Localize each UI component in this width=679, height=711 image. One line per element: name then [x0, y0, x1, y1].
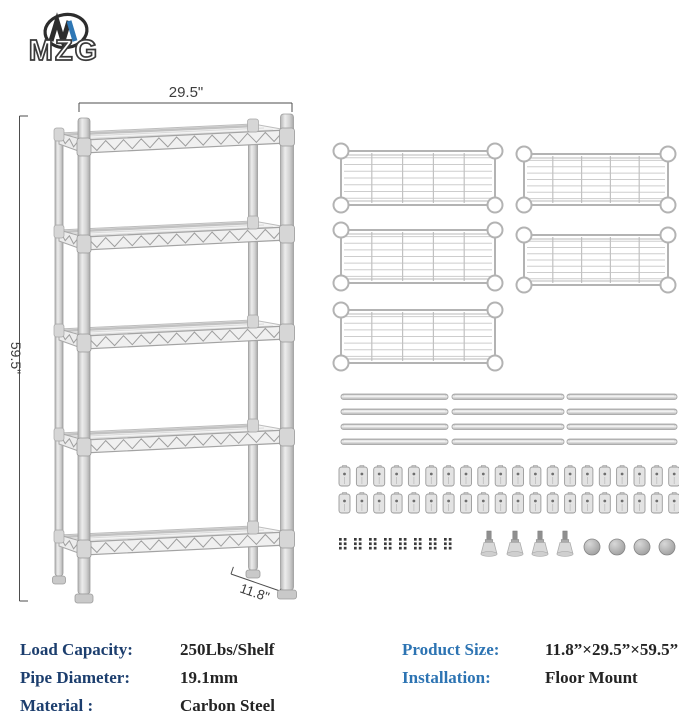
shelving-unit-illustration [53, 114, 297, 603]
clip-dot [603, 473, 606, 476]
collar-back-left-4 [54, 530, 64, 543]
parts-wire-shelves [334, 144, 676, 371]
back-pole-0-foot [53, 576, 66, 584]
screw-part [359, 542, 362, 545]
pipe-part [341, 394, 448, 400]
back-pole-0 [55, 130, 63, 576]
screw-part [359, 538, 362, 541]
foot-collar [485, 540, 493, 543]
clip-dot [499, 500, 502, 503]
collar-back-left-1 [54, 225, 64, 238]
shelf-corner-sleeve [517, 278, 532, 293]
shelf-corner-sleeve [488, 356, 503, 371]
pipe-part [567, 409, 677, 415]
pipe-part [341, 409, 448, 415]
shelf-part [517, 228, 676, 293]
screw-part [429, 542, 432, 545]
cap-part [609, 539, 625, 555]
clip-dot [551, 473, 554, 476]
clip-dot [395, 473, 398, 476]
depth-dimension-label: 11.8" [238, 580, 272, 605]
screw-part [419, 538, 422, 541]
screw-part [354, 547, 357, 550]
collar-front-right-1 [280, 225, 295, 243]
collar-front-right-3 [280, 428, 295, 446]
shelf-part [334, 144, 503, 213]
shelf-corner-sleeve [334, 198, 349, 213]
shelf-corner-sleeve [661, 278, 676, 293]
height-dimension-label: 59.5" [8, 341, 24, 375]
clip-dot [673, 473, 676, 476]
collar-front-left-1 [77, 235, 91, 253]
clip-dot [395, 500, 398, 503]
pipe-part [452, 424, 564, 430]
screw-part [339, 542, 342, 545]
screw-part [404, 542, 407, 545]
shelf-part [334, 223, 503, 291]
screw-part [419, 547, 422, 550]
screw-part [369, 538, 372, 541]
clip-dot [430, 500, 433, 503]
foot-collar [561, 540, 569, 543]
foot-base [481, 552, 497, 557]
collar-front-left-2 [77, 334, 91, 352]
clip-dot [586, 500, 589, 503]
front-pole-0 [78, 118, 90, 594]
screw-part [444, 547, 447, 550]
screw-part [399, 538, 402, 541]
shelf-corner-sleeve [334, 356, 349, 371]
clip-dot [465, 473, 468, 476]
shelf-corner-sleeve [517, 228, 532, 243]
collar-back-left-2 [54, 324, 64, 337]
pipe-part [452, 439, 564, 445]
shelf-corner-sleeve [334, 144, 349, 159]
front-pole-1-foot [278, 590, 297, 599]
shelf-corner-sleeve [488, 303, 503, 318]
clip-dot [361, 500, 364, 503]
clip-dot [413, 473, 416, 476]
parts-screws [339, 538, 452, 550]
collar-back-right-2 [248, 315, 259, 328]
shelf-corner-sleeve [661, 228, 676, 243]
parts-pole-sections [341, 394, 677, 445]
collar-front-right-4 [280, 530, 295, 548]
spec-value: Carbon Steel [180, 696, 275, 711]
screw-part [399, 547, 402, 550]
collar-back-right-1 [248, 216, 259, 229]
screw-part [449, 542, 452, 545]
parts-shelf-clips [339, 466, 679, 514]
screw-part [449, 547, 452, 550]
screw-part [414, 538, 417, 541]
clip-dot [638, 473, 641, 476]
clip-dot [534, 473, 537, 476]
cap-part [659, 539, 675, 555]
spec-row-product-size [402, 636, 678, 664]
clip-dot [655, 500, 658, 503]
screw-part [419, 542, 422, 545]
pipe-part [567, 439, 677, 445]
clip-dot [465, 500, 468, 503]
pipe-part [567, 424, 677, 430]
clip-dot [361, 473, 364, 476]
shelf-corner-sleeve [334, 223, 349, 238]
spec-label: Product Size: [402, 640, 500, 659]
spec-row-installation [402, 664, 678, 692]
screw-part [444, 538, 447, 541]
spec-value: Floor Mount [545, 668, 638, 687]
clip-dot [534, 500, 537, 503]
brand-logo [29, 12, 99, 67]
collar-back-left-0 [54, 128, 64, 141]
clip-dot [517, 473, 520, 476]
shelf-corner-sleeve [334, 303, 349, 318]
spec-label: Material : [20, 696, 94, 711]
screw-part [429, 538, 432, 541]
collar-back-right-0 [248, 119, 259, 132]
screw-part [389, 538, 392, 541]
screw-part [444, 542, 447, 545]
screw-part [399, 542, 402, 545]
screw-part [414, 542, 417, 545]
spec-label: Load Capacity: [20, 640, 133, 659]
clip-dot [603, 500, 606, 503]
screw-part [369, 542, 372, 545]
back-pole-1-foot [246, 570, 260, 578]
cap-part [584, 539, 600, 555]
pipe-part [452, 409, 564, 415]
screw-part [354, 542, 357, 545]
foot-collar [536, 540, 544, 543]
pipe-part [452, 394, 564, 400]
front-pole-1 [281, 114, 294, 590]
collar-front-right-0 [280, 128, 295, 146]
shelf-corner-sleeve [661, 147, 676, 162]
clip-dot [621, 500, 624, 503]
pipe-part [567, 394, 677, 400]
screw-part [359, 547, 362, 550]
spec-row-material [20, 692, 275, 711]
clip-dot [343, 500, 346, 503]
specs-right-column [402, 636, 678, 692]
screw-part [339, 538, 342, 541]
pipe-part [341, 439, 448, 445]
collar-back-right-3 [248, 419, 259, 432]
front-pole-0-foot [75, 594, 93, 603]
shelf-corner-sleeve [488, 198, 503, 213]
spec-row-load-capacity [20, 636, 275, 664]
clip-dot [413, 500, 416, 503]
logo-wordmark: MZG [28, 35, 100, 67]
collar-back-left-3 [54, 428, 64, 441]
collar-back-right-4 [248, 521, 259, 534]
screw-part [344, 547, 347, 550]
screw-part [384, 547, 387, 550]
collar-front-left-3 [77, 438, 91, 456]
screw-part [374, 547, 377, 550]
clip-dot [378, 473, 381, 476]
shelf-corner-sleeve [488, 276, 503, 291]
width-dimension-label: 29.5" [168, 84, 204, 101]
screw-part [429, 547, 432, 550]
screw-part [354, 538, 357, 541]
collar-front-right-2 [280, 324, 295, 342]
width-dimension [79, 103, 292, 112]
screw-part [389, 547, 392, 550]
clip-dot [569, 473, 572, 476]
pipe-part [341, 424, 448, 430]
screw-part [414, 547, 417, 550]
spec-value: 19.1mm [180, 668, 239, 687]
screw-part [374, 538, 377, 541]
clip-dot [517, 500, 520, 503]
clip-dot [447, 473, 450, 476]
back-pole-1 [249, 124, 258, 570]
shelf-corner-sleeve [488, 223, 503, 238]
screw-part [449, 538, 452, 541]
foot-base [507, 552, 523, 557]
clip-dot [447, 500, 450, 503]
shelf-corner-sleeve [334, 276, 349, 291]
screw-part [374, 542, 377, 545]
shelf-corner-sleeve [488, 144, 503, 159]
clip-dot [499, 473, 502, 476]
clip-dot [343, 473, 346, 476]
screw-part [344, 542, 347, 545]
spec-value: 250Lbs/Shelf [180, 640, 275, 659]
clip-dot [569, 500, 572, 503]
screw-part [384, 538, 387, 541]
cap-part [634, 539, 650, 555]
clip-dot [638, 500, 641, 503]
screw-part [389, 542, 392, 545]
shelf-corner-sleeve [661, 198, 676, 213]
screw-part [344, 538, 347, 541]
parts-end-caps [584, 539, 675, 555]
spec-label: Installation: [402, 668, 491, 687]
shelf-corner-sleeve [517, 198, 532, 213]
shelf-part [334, 303, 503, 371]
clip-dot [655, 473, 658, 476]
foot-base [557, 552, 573, 557]
spec-row-pipe-diameter [20, 664, 275, 692]
parts-leveling-feet [481, 531, 573, 556]
clip-dot [621, 473, 624, 476]
foot-base [532, 552, 548, 557]
clip-dot [586, 473, 589, 476]
foot-collar [511, 540, 519, 543]
screw-part [404, 547, 407, 550]
spec-label: Pipe Diameter: [20, 668, 130, 687]
shelf-corner-sleeve [517, 147, 532, 162]
collar-front-left-0 [77, 138, 91, 156]
spec-value: 11.8”×29.5”×59.5” [545, 640, 679, 659]
specs-left-column [20, 636, 275, 711]
clip-dot [430, 473, 433, 476]
clip-dot [378, 500, 381, 503]
screw-part [434, 542, 437, 545]
screw-part [339, 547, 342, 550]
screw-part [404, 538, 407, 541]
shelf-part [517, 147, 676, 213]
screw-part [434, 547, 437, 550]
clip-dot [673, 500, 676, 503]
screw-part [369, 547, 372, 550]
screw-part [384, 542, 387, 545]
clip-dot [551, 500, 554, 503]
clip-dot [482, 473, 485, 476]
clip-dot [482, 500, 485, 503]
collar-front-left-4 [77, 540, 91, 558]
screw-part [434, 538, 437, 541]
